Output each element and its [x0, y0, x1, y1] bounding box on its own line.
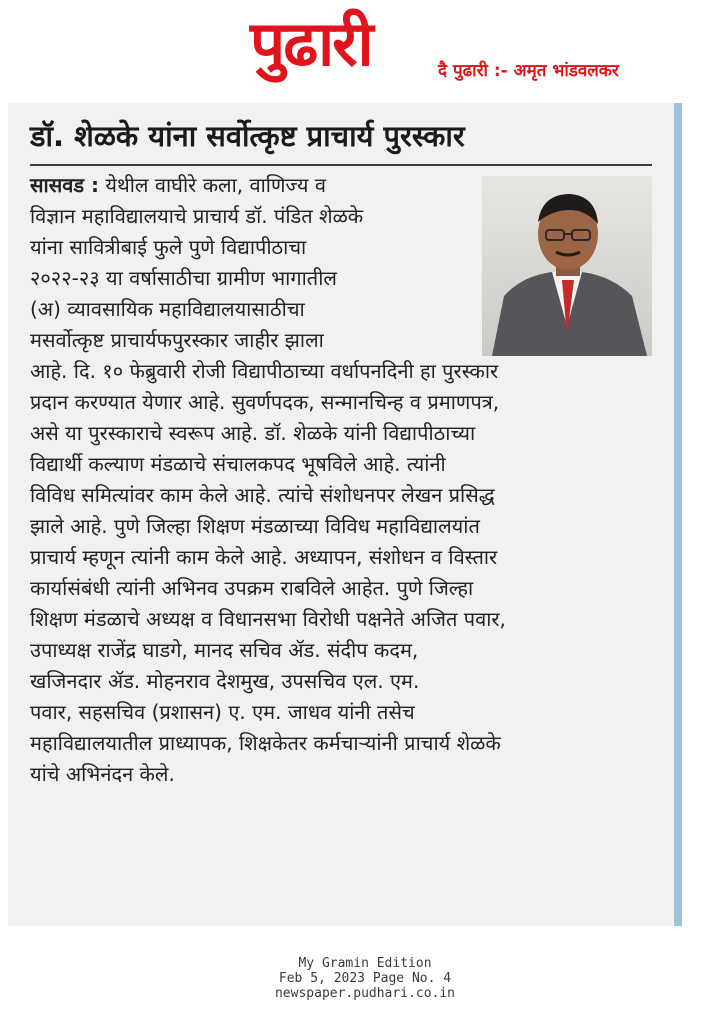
article-body	[30, 170, 670, 790]
edition-site: newspaper.pudhari.co.in	[274, 986, 455, 1001]
column-rule	[674, 103, 682, 926]
credit-line: दै पुढारी :- अमृत भांडवलकर	[438, 61, 619, 81]
article-headline: डॉ. शेळके यांना सर्वोत्कृष्ट प्राचार्य पुरस्कार	[30, 119, 465, 153]
article-line-8: प्रदान करण्यात येणार आहे. सुवर्णपदक, सन्मानचिन्ह व प्रमाणपत्र,	[30, 390, 500, 414]
edition-footer	[240, 956, 490, 1001]
article-line-17: खजिनदार ॲड. मोहनराव देशमुख, उपसचिव एल. एम.	[30, 669, 420, 693]
article-line-2: विज्ञान महाविद्यालयाचे प्राचार्य डॉ. पंडित शेळके	[30, 204, 364, 228]
article-line-5: (अ) व्यावसायिक महाविद्यालयासाठीचा	[30, 297, 305, 321]
article-line-10: विद्यार्थी कल्याण मंडळाचे संचालकपद भूषविले आहे. त्यांनी	[30, 452, 446, 476]
article-line-1-text: येथील वाघीरे कला, वाणिज्य व	[99, 173, 326, 197]
article-line-7: आहे. दि. १० फेब्रुवारी रोजी विद्यापीठाच्या वर्धापनदिनी हा पुरस्कार	[30, 359, 499, 383]
article-line-15: शिक्षण मंडळाचे अध्यक्ष व विधानसभा विरोधी पक्षनेते अजित पवार,	[30, 607, 506, 631]
article-line-9: असे या पुरस्काराचे स्वरूप आहे. डॉ. शेळके यांनी विद्यापीठाच्या	[30, 421, 476, 445]
article-line-11: विविध समित्यांवर काम केले आहे. त्यांचे संशोधनपर लेखन प्रसिद्ध	[30, 483, 495, 507]
headline-divider	[30, 164, 652, 166]
article-line-1	[30, 170, 670, 201]
article-line-19: महाविद्यालयातील प्राध्यापक, शिक्षकेतर कर्मचाऱ्यांनी प्राचार्य शेळके	[30, 731, 501, 755]
article-line-3: यांना सावित्रीबाई फुले पुणे विद्यापीठाचा	[30, 235, 307, 259]
article-line-4: २०२२-२३ या वर्षासाठीचा ग्रामीण भागातील	[30, 266, 337, 290]
article-line-16: उपाध्यक्ष राजेंद्र घाडगे, मानद सचिव ॲड. संदीप कदम,	[30, 638, 419, 662]
dateline: सासवड :	[30, 173, 100, 197]
article-line-18: पवार, सहसचिव (प्रशासन) ए. एम. जाधव यांनी तसेच	[30, 700, 415, 724]
article-line-20: यांचे अभिनंदन केले.	[30, 762, 175, 786]
edition-name: My Gramin Edition	[298, 956, 432, 971]
article-line-13: प्राचार्य म्हणून त्यांनी काम केले आहे. अध्यापन, संशोधन व विस्तार	[30, 545, 498, 569]
article-line-6: मसर्वोत्कृष्ट प्राचार्यफपुरस्कार जाहीर झाला	[30, 328, 324, 352]
article-line-14: कार्यासंबंधी त्यांनी अभिनव उपक्रम राबविले आहेत. पुणे जिल्हा	[30, 576, 474, 600]
newspaper-logo: पुढारी	[250, 7, 372, 80]
article-line-12: झाले आहे. पुणे जिल्हा शिक्षण मंडळाच्या विविध महाविद्यालयांत	[30, 514, 480, 538]
edition-date-page: Feb 5, 2023 Page No. 4	[278, 971, 452, 986]
